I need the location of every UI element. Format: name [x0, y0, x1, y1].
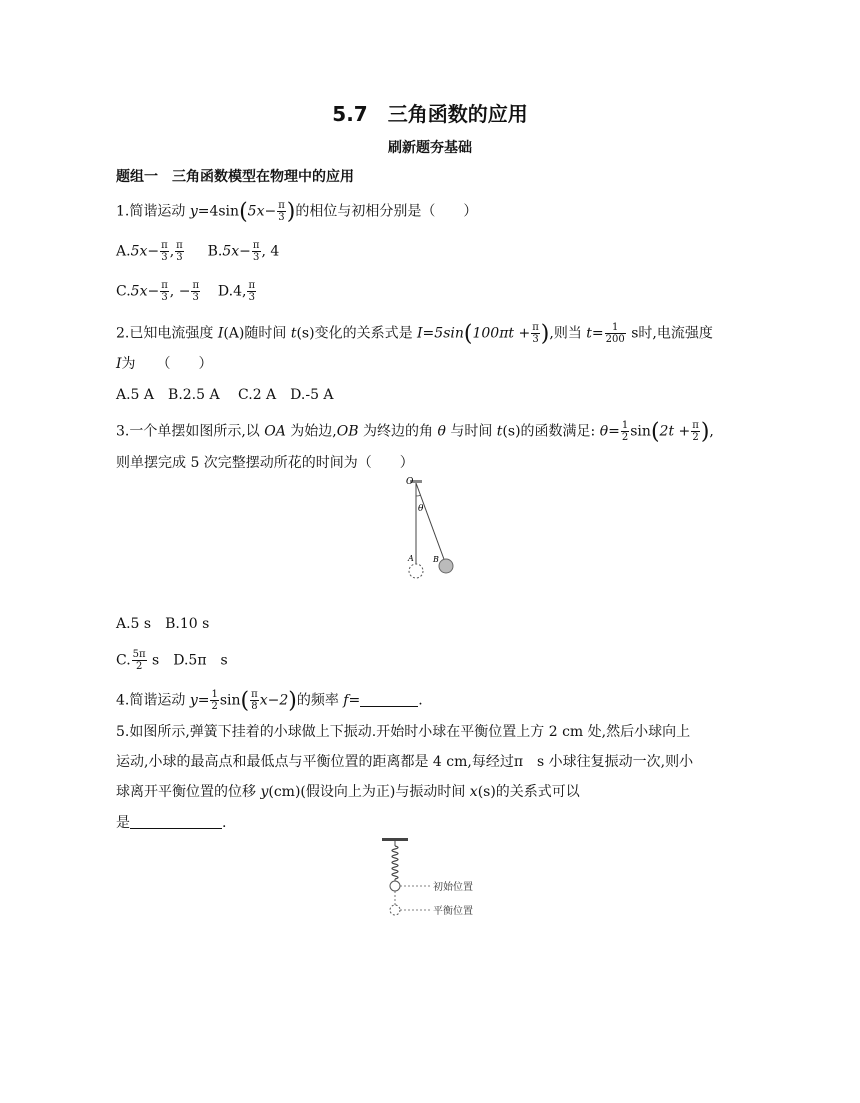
q2-stem-line2 [116, 354, 213, 374]
q2-mid2: (s)变化的关系式是 [296, 325, 418, 342]
section-title: 5.7 三角函数的应用 [332, 102, 528, 126]
q5-line4-end: . [222, 815, 227, 831]
q1-eq: =4sin [197, 203, 240, 220]
q4-eq: = [197, 692, 210, 709]
q5-line2: 运动,小球的最高点和最低点与平衡位置的距离都是 4 cm,每经过π s 小球往复振动一次,则小 [116, 754, 694, 770]
q1-options-ab: A.5x− $\frac{\pi}{3}$ , $\frac{\pi}{3}$ B.5x− $\frac{\pi}{3}$ , 4 [116, 240, 280, 263]
q5-line4-text: 是 [116, 815, 130, 831]
q2-frac [531, 322, 540, 345]
right-paren: ) [540, 321, 550, 347]
q5-line3b: (cm)(假设向上为正)与振动时间 [268, 784, 470, 800]
q3-opt-c-label: C. [116, 652, 131, 669]
q3-OB: OB [336, 423, 359, 440]
q1-frac [277, 200, 286, 223]
q2-mid4: s时,电流强度 [626, 325, 713, 342]
q2-stem-line1 [116, 322, 713, 345]
q2-options: A.5 A B.2.5 A C.2 A D.-5 A [116, 387, 334, 403]
q2-prefix: 2.已知电流强度 [116, 325, 218, 342]
q2-eq: I=5sin [417, 325, 464, 342]
q1-opt-d-label: D. [217, 283, 234, 300]
q4-f: f [343, 692, 349, 709]
q3-text-a: 3.一个单摆如图所示,以 [116, 423, 265, 440]
q4-stem [116, 689, 423, 712]
q1-inner: 5x− [247, 203, 277, 220]
q1-opt-a-frac1 [160, 240, 169, 263]
q4-suffix: 的频率 [296, 692, 344, 709]
q2-time-frac [605, 322, 626, 345]
q3-stem-line2: 则单摆完成 5 次完整摆动所花的时间为（ ） [116, 455, 414, 471]
frac-num: 1 [621, 420, 629, 431]
angle-arc [416, 495, 421, 496]
q5-line4 [116, 813, 226, 833]
q5-line3a: 球离开平衡位置的位移 [116, 784, 261, 800]
frac-num: π [161, 280, 168, 291]
q4-end: . [418, 692, 423, 709]
frac-den: 3 [161, 292, 168, 303]
q4-answer-blank[interactable] [360, 706, 418, 707]
q2-line2-text: 为 （ ） [121, 356, 213, 372]
q3-eq: θ= [599, 423, 620, 440]
q3-text-e: (s)的函数满足: [502, 423, 600, 440]
left-paren: ( [239, 199, 248, 225]
label-A: A [408, 554, 414, 563]
frac-num: π [252, 240, 260, 251]
label-O: O [406, 477, 414, 487]
q1-opt-a-frac2 [175, 240, 184, 263]
spring-ceiling [382, 838, 408, 841]
q1-opt-c-text: 5x− [130, 283, 160, 300]
spring-figure [378, 836, 488, 920]
q3-theta: θ [437, 423, 446, 440]
left-paren: ( [463, 321, 473, 347]
frac-den: 3 [161, 252, 168, 263]
frac-den: 2 [692, 432, 699, 443]
frac-num: π [192, 280, 200, 291]
frac-num: π [251, 689, 258, 700]
label-B: B [433, 555, 439, 564]
q3-stem-line1 [116, 420, 714, 443]
q5-line3 [116, 782, 580, 802]
frac-den: 3 [192, 292, 199, 303]
frac-den: 200 [605, 334, 625, 345]
label-balance-position: 平衡位置 [433, 906, 473, 917]
q4-prefix: 4.简谐运动 [116, 692, 190, 709]
q3-text-d: 与时间 [445, 423, 497, 440]
q5-y: y [260, 784, 269, 800]
q5-answer-blank[interactable] [130, 828, 222, 829]
frac-den: 3 [248, 292, 255, 303]
q1-y: y [189, 203, 198, 220]
q5-line3c: (s)的关系式可以 [477, 784, 580, 800]
q1-stem [116, 200, 477, 223]
frac-num: π [692, 420, 699, 431]
frac-den: 3 [278, 212, 285, 223]
q2-inner: 100πt + [472, 325, 531, 342]
q4-feq: = [348, 692, 361, 709]
q2-t: t [290, 325, 297, 342]
frac-den: 3 [253, 252, 260, 263]
q3-sin: sin [630, 423, 651, 440]
q1-opt-b-label: B. [207, 243, 223, 260]
q3-t: t [496, 423, 503, 440]
q4-half-frac [210, 689, 218, 712]
q3-text-c: 为终边的角 [358, 423, 438, 440]
q4-sin: sin [219, 692, 241, 709]
q3-text-b: 为始边, [285, 423, 337, 440]
pendulum-figure [396, 474, 460, 584]
q3-options-cd [116, 649, 228, 672]
frac-num: 1 [211, 689, 218, 700]
q1-opt-c-frac1 [160, 280, 169, 303]
ball-initial [390, 881, 400, 891]
q2-line2-I: I [116, 356, 122, 372]
left-paren: ( [650, 419, 660, 445]
frac-num: 5π [132, 649, 146, 660]
frac-num: π [161, 240, 168, 251]
q3-options-ab: A.5 s B.10 s [116, 616, 210, 632]
q1-opt-b-tail: , 4 [261, 243, 280, 260]
group-heading: 题组一 三角函数模型在物理中的应用 [116, 169, 354, 185]
frac-den: 3 [176, 252, 183, 263]
frac-den: 8 [251, 701, 258, 712]
q3-opt-c-tail: s D.5π s [147, 652, 228, 669]
label-initial-position: 初始位置 [433, 882, 473, 893]
ball-balance [390, 905, 400, 915]
q1-opt-a-label: A. [116, 243, 131, 260]
q4-pi-frac [250, 689, 259, 712]
frac-num: 1 [605, 322, 626, 334]
q1-prefix: 1.简谐运动 [116, 203, 190, 220]
q1-opt-b-frac [252, 240, 261, 263]
q1-opt-c-mid: , − [169, 283, 191, 300]
q3-OA: OA [264, 423, 286, 440]
right-paren: ) [286, 199, 296, 225]
section-subtitle: 刷新题夯基础 [388, 140, 472, 156]
frac-num: π [248, 280, 256, 291]
q2-teq: t= [586, 325, 604, 342]
q1-opt-b-text: 5x− [222, 243, 251, 260]
q3-opt-c-frac [132, 649, 147, 672]
q1-opt-c-frac2 [191, 280, 200, 303]
q3-half-frac [621, 420, 629, 443]
q1-opt-c-label: C. [116, 283, 131, 300]
q4-y: y [189, 692, 198, 709]
frac-den: 2 [211, 701, 218, 712]
frac-num: π [176, 240, 183, 251]
q2-I: I [217, 325, 224, 342]
right-paren: ) [288, 688, 297, 714]
q1-opt-d-frac [247, 280, 256, 303]
q3-inner: 2t + [659, 423, 691, 440]
frac-num: π [278, 200, 285, 211]
left-paren: ( [240, 688, 250, 714]
frac-den: 2 [621, 432, 629, 443]
q1-options-cd [116, 280, 257, 303]
frac-den: 2 [135, 661, 143, 672]
label-theta: θ [418, 504, 424, 514]
frac-den: 3 [532, 334, 539, 345]
ball-A-dashed [409, 564, 423, 578]
spring-coil [392, 846, 398, 879]
q1-opt-d-text: 4, [233, 283, 247, 300]
q2-mid1: (A)随时间 [223, 325, 291, 342]
right-paren: ) [700, 419, 710, 445]
q1-suffix: 的相位与初相分别是（ ） [295, 203, 478, 220]
q4-inner: x−2 [259, 692, 289, 709]
q2-mid3: ,则当 [549, 325, 587, 342]
q1-opt-a-text: 5x− [130, 243, 160, 260]
q3-pi-frac [691, 420, 700, 443]
q3-tail: , [709, 423, 714, 440]
q5-x: x [469, 784, 478, 800]
ball-B [439, 559, 453, 573]
q5-line1: 5.如图所示,弹簧下挂着的小球做上下振动.开始时小球在平衡位置上方 2 cm 处,然后小球向上 [116, 724, 691, 740]
frac-num: π [532, 322, 539, 333]
